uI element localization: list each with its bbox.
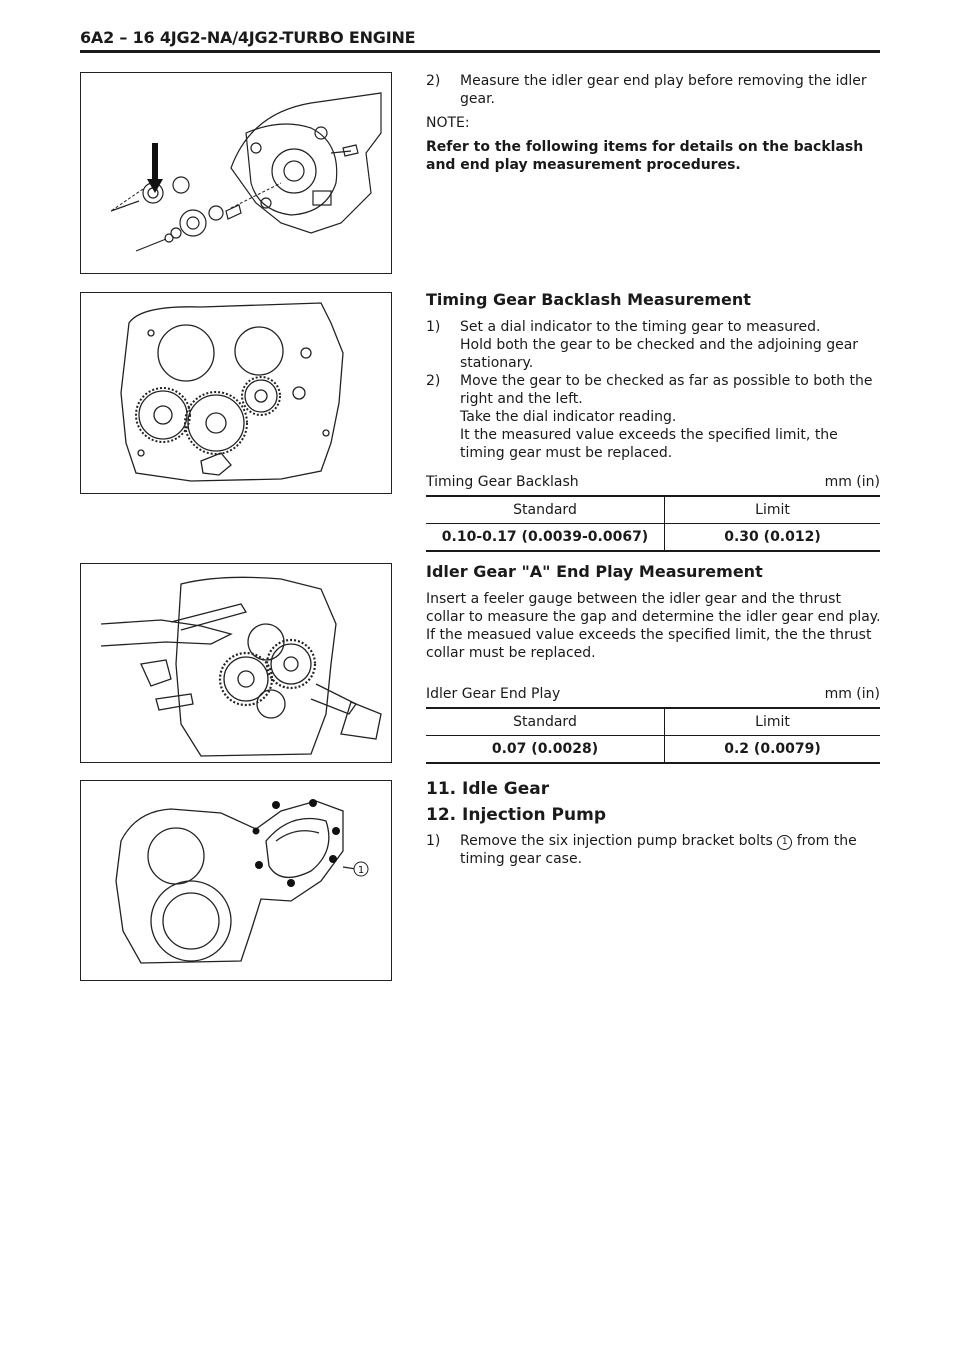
figure-timing-gear-case-bolts xyxy=(80,780,392,981)
section-idler-gear-end-play xyxy=(426,562,882,662)
step-line: It the measured value exceeds the specified limit, the timing gear must be replaced. xyxy=(460,427,838,461)
spec-unit: mm (in) xyxy=(824,686,880,702)
spec-value-row xyxy=(426,736,880,762)
section-timing-gear-backlash xyxy=(426,290,882,462)
step-number: 1) xyxy=(426,319,441,335)
idler-gear-exploded-illustration xyxy=(81,73,391,273)
figure-idler-gear-exploded xyxy=(80,72,392,274)
spec-caption: Idler Gear End Play xyxy=(426,686,561,702)
section-title-end-play: Idler Gear "A" End Play Measurement xyxy=(426,562,763,581)
section-idler-gear-note xyxy=(426,72,882,174)
paragraph-line: Insert a feeler gauge between the idler gear and the thrust collar to measure the gap and determine the idler gear end play. xyxy=(426,591,881,625)
spec-value-standard: 0.07 (0.0028) xyxy=(426,736,665,762)
step-line: Set a dial indicator to the timing gear to measured. xyxy=(460,319,821,335)
spec-value-row xyxy=(426,524,880,550)
spec-header-row xyxy=(426,709,880,735)
paragraph-line: If the measued value exceeds the specified limit, the the thrust collar must be replaced. xyxy=(426,627,872,661)
spec-rule xyxy=(426,550,880,552)
spec-value-limit: 0.30 (0.012) xyxy=(724,529,821,545)
gear-case-bolts-illustration xyxy=(81,781,391,980)
heading-idle-gear: 11. Idle Gear xyxy=(426,779,550,799)
step-number: 1) xyxy=(426,833,441,849)
spec-header-row xyxy=(426,497,880,523)
backlash-step-1 xyxy=(426,318,882,372)
spec-header-limit: Limit xyxy=(755,502,790,518)
spec-value-limit: 0.2 (0.0079) xyxy=(724,741,821,757)
spec-caption: Timing Gear Backlash xyxy=(426,474,579,490)
spec-header-standard: Standard xyxy=(426,709,665,735)
section-injection-pump xyxy=(426,778,882,868)
timing-gear-train-illustration xyxy=(81,293,391,493)
backlash-step-2 xyxy=(426,372,882,462)
section-title-backlash: Timing Gear Backlash Measurement xyxy=(426,290,751,309)
spec-table-end-play xyxy=(426,685,880,764)
figure-feeler-gauge-measurement xyxy=(80,563,392,763)
step-text: Remove the six injection pump bracket bolts xyxy=(460,833,773,849)
spec-rule xyxy=(426,762,880,764)
page-header-title: 6A2 – 16 4JG2-NA/4JG2-TURBO ENGINE xyxy=(80,28,416,47)
spec-header-standard: Standard xyxy=(426,497,665,523)
spec-table-backlash xyxy=(426,473,880,552)
step-line: Move the gear to be checked as far as possible to both the right and the left. xyxy=(460,373,873,407)
note-text: Refer to the following items for details on the backlash and end play measurement procedures. xyxy=(426,139,864,173)
figure-timing-gear-train xyxy=(80,292,392,494)
spec-unit: mm (in) xyxy=(824,474,880,490)
step-line: Hold both the gear to be checked and the adjoining gear stationary. xyxy=(460,337,859,371)
step-line: Take the dial indicator reading. xyxy=(460,409,677,425)
step-text: from the timing gear case. xyxy=(460,833,857,867)
step-text: Measure the idler gear end play before removing the idler gear. xyxy=(460,73,867,107)
callout-number: 1 xyxy=(777,835,792,850)
spec-value-standard: 0.10-0.17 (0.0039-0.0067) xyxy=(426,524,665,550)
step-remove-bracket-bolts xyxy=(426,832,882,868)
header-rule xyxy=(80,50,880,53)
heading-injection-pump: 12. Injection Pump xyxy=(426,805,606,825)
spec-header-limit: Limit xyxy=(755,714,790,730)
step-number: 2) xyxy=(426,373,441,389)
feeler-gauge-illustration xyxy=(81,564,391,762)
note-label: NOTE: xyxy=(426,115,470,131)
step-measure-idler-end-play xyxy=(426,72,882,108)
figure-callout-1: 1 xyxy=(357,865,365,876)
step-number: 2) xyxy=(426,73,441,89)
